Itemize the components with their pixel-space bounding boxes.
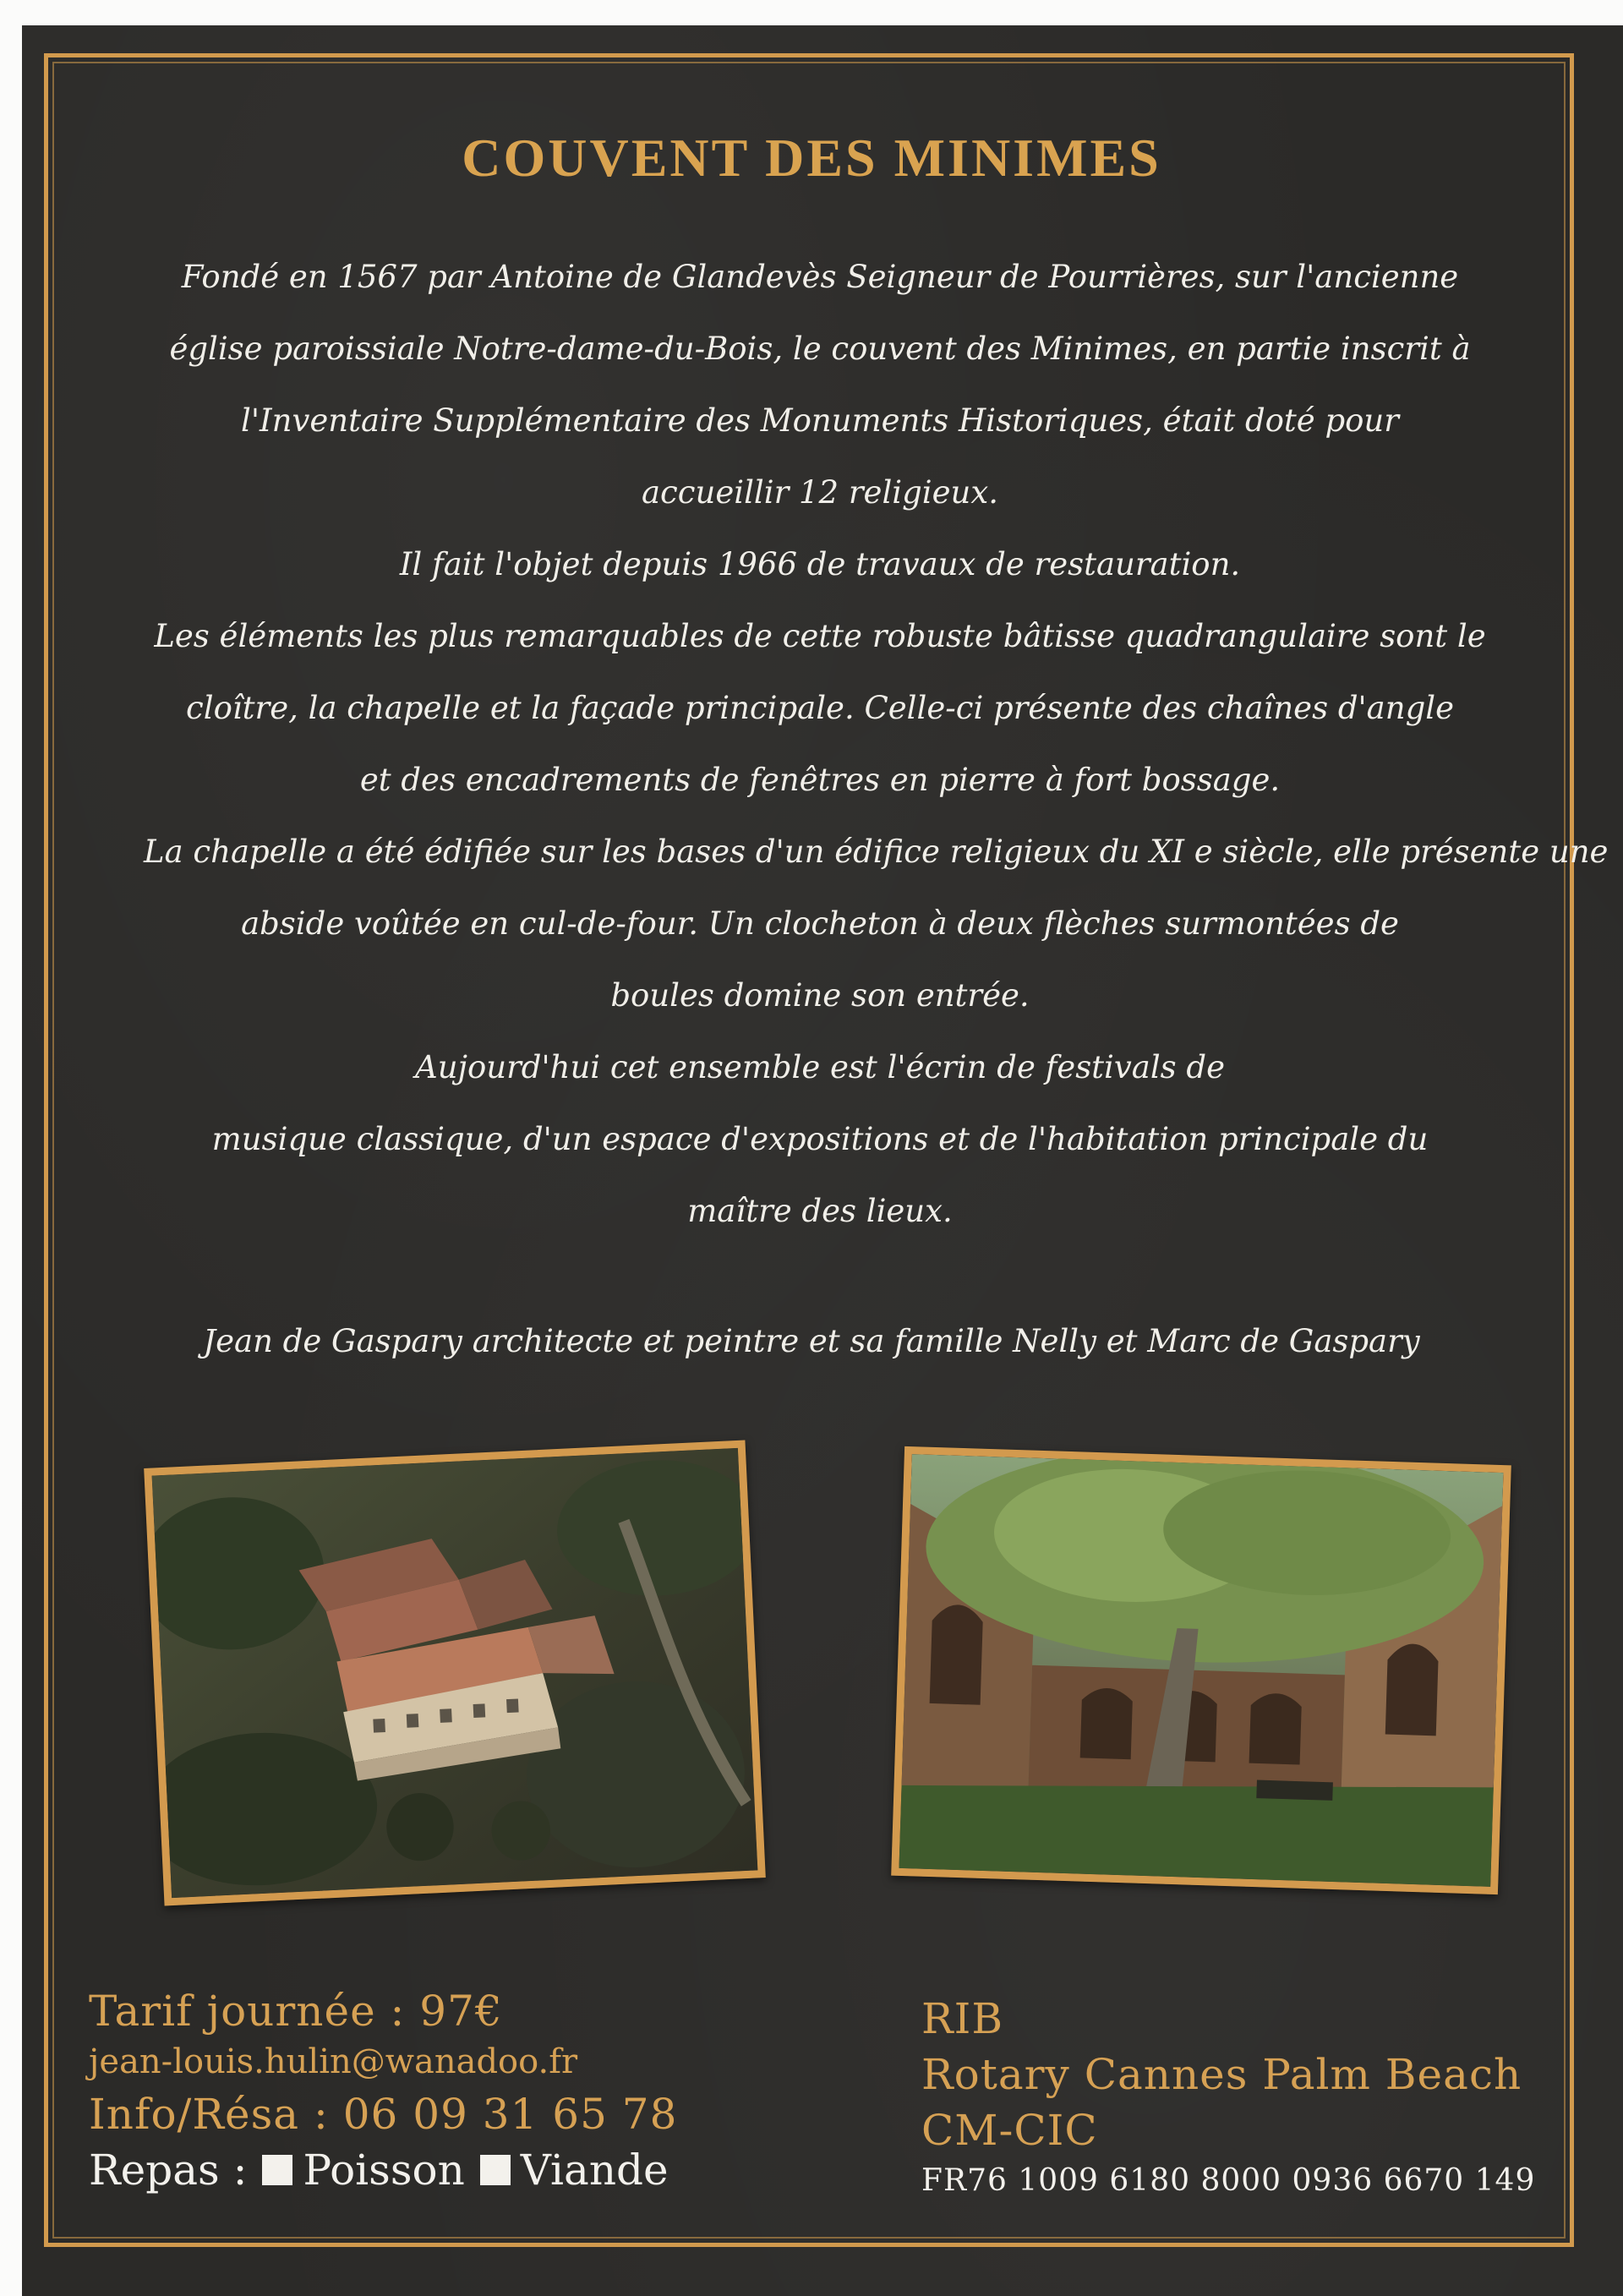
- description-line: abside voûtée en cul-de-four. Un clocheton à deux flèches surmontées de: [241, 905, 1399, 942]
- description-line: maître des lieux.: [687, 1193, 953, 1229]
- contact-info: [89, 1987, 677, 2195]
- description-line: et des encadrements de fenêtres en pierre à fort bossage.: [359, 762, 1281, 798]
- account-name: Rotary Cannes Palm Beach: [921, 2050, 1522, 2099]
- description-line: musique classique, d'un espace d'expositions et de l'habitation principale du: [211, 1121, 1429, 1157]
- bank-name: CM-CIC: [921, 2106, 1098, 2155]
- description-line: Aujourd'hui cet ensemble est l'écrin de festivals de: [414, 1049, 1226, 1085]
- description-line: l'Inventaire Supplémentaire des Monuments Historiques, était doté pour: [241, 402, 1399, 439]
- cloister-photo: [891, 1446, 1511, 1894]
- meal-choice: [89, 2146, 677, 2195]
- page-title: COUVENT DES MINIMES: [462, 128, 1161, 188]
- description-line: boules domine son entrée.: [610, 977, 1030, 1014]
- description-line: cloître, la chapelle et la façade principale. Celle-ci présente des chaînes d'angle: [186, 690, 1454, 726]
- booking-phone: Info/Résa : 06 09 31 65 78: [89, 2090, 678, 2139]
- description-line: église paroissiale Notre-dame-du-Bois, le couvent des Minimes, en partie inscrit à: [169, 331, 1471, 367]
- description-line: Les éléments les plus remarquables de cette robuste bâtisse quadrangulaire sont le: [154, 618, 1486, 654]
- price: Tarif journée : 97€: [89, 1987, 503, 2036]
- fish-option-label: Poisson: [303, 2146, 465, 2195]
- bank-details: [921, 1991, 1535, 2198]
- iban-number: FR76 1009 6180 8000 0936 6670 149: [921, 2163, 1536, 2198]
- fish-checkbox[interactable]: [262, 2155, 292, 2185]
- description-line: Fondé en 1567 par Antoine de Glandevès Seigneur de Pourrières, sur l'ancienne: [181, 259, 1459, 295]
- rib-label: RIB: [921, 1994, 1004, 2043]
- email-link[interactable]: jean-louis.hulin@wanadoo.fr: [89, 2042, 578, 2081]
- description-line: La chapelle a été édifiée sur les bases d'un édifice religieux du XI e siècle, elle présente une: [144, 834, 1609, 870]
- signature: Jean de Gaspary architecte et peintre et sa famille Nelly et Marc de Gaspary: [203, 1323, 1420, 1359]
- description-line: Il fait l'objet depuis 1966 de travaux de restauration.: [399, 546, 1241, 582]
- meat-option-label: Viande: [520, 2146, 669, 2195]
- meat-checkbox[interactable]: [480, 2155, 511, 2185]
- aerial-photo: [144, 1440, 766, 1906]
- description: [144, 241, 1609, 1247]
- meal-label: Repas :: [89, 2146, 248, 2195]
- description-line: accueillir 12 religieux.: [642, 474, 998, 511]
